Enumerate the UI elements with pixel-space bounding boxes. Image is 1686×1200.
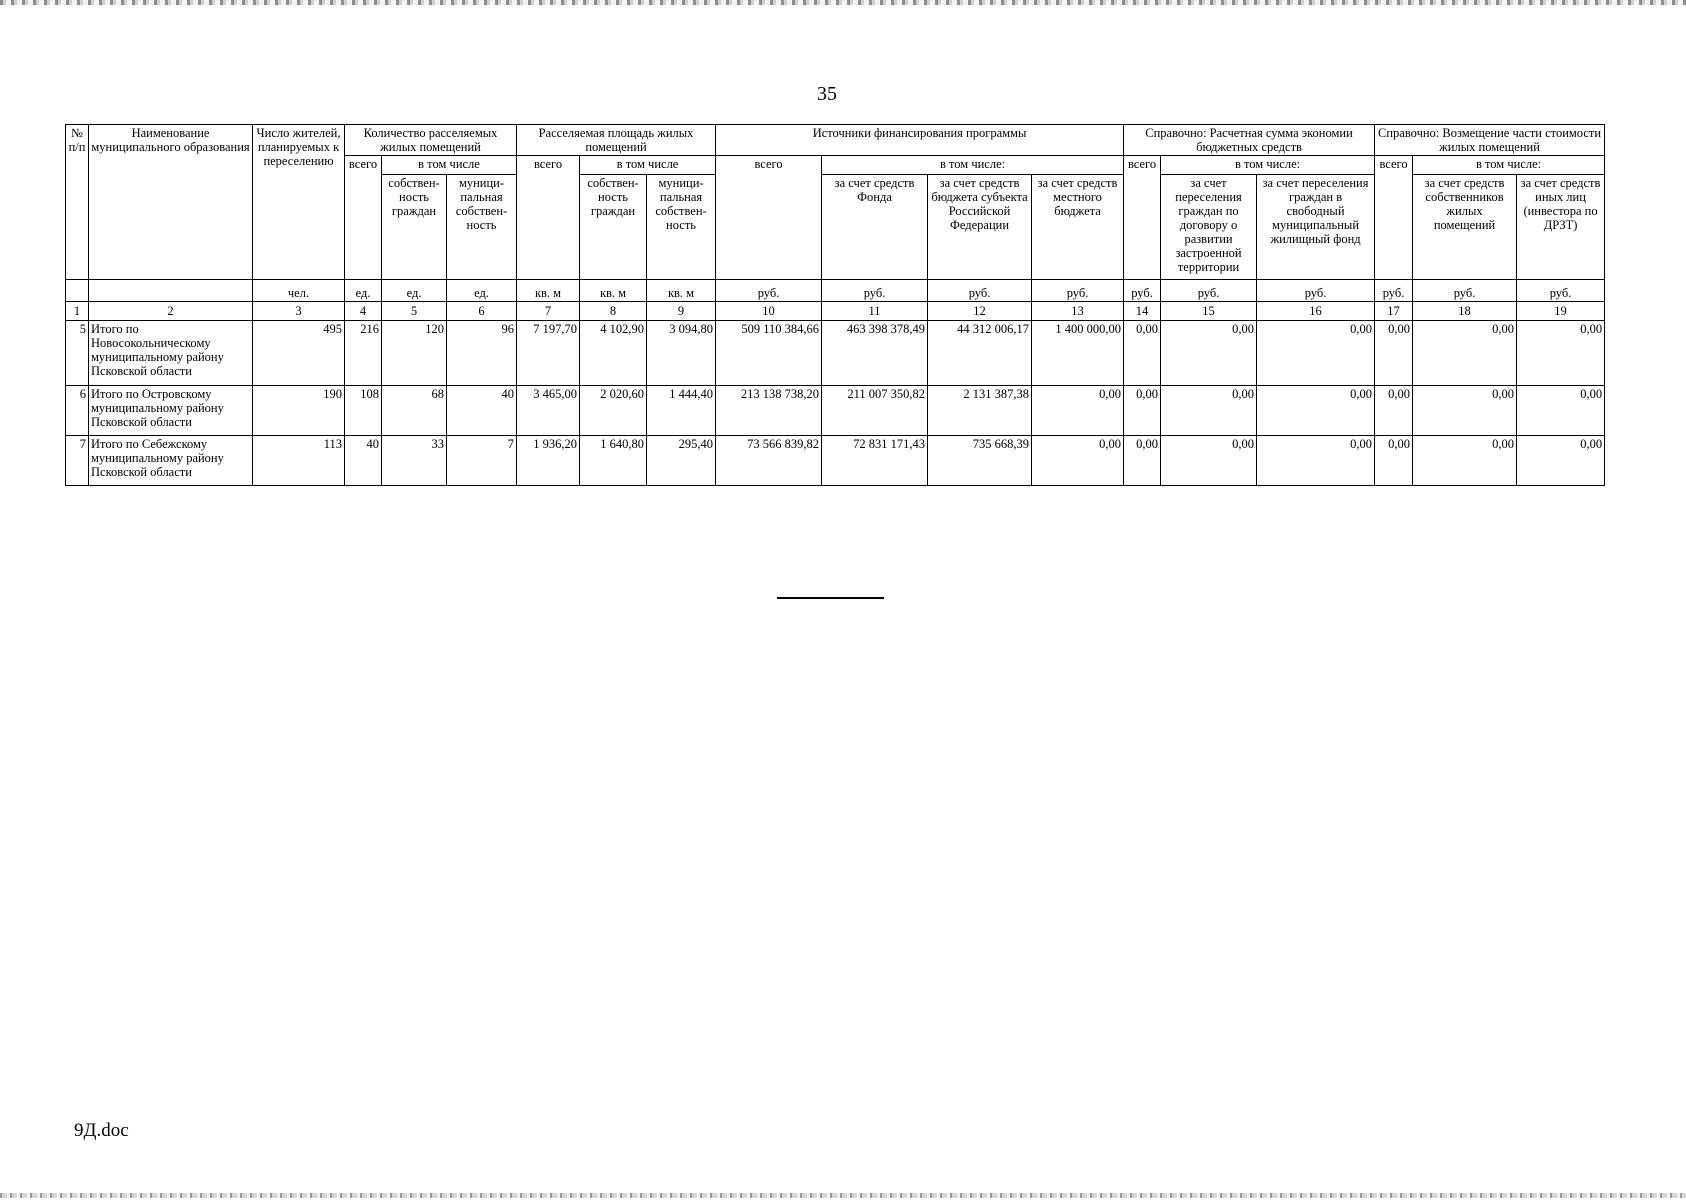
unit-cell: руб. <box>1032 280 1124 302</box>
column-number-cell: 16 <box>1257 302 1375 321</box>
table-cell: 7 <box>66 436 89 486</box>
table-cell: 0,00 <box>1375 386 1413 436</box>
header-owners-funds: за счет средств собственников жилых помещений <box>1413 175 1517 280</box>
table-cell: 0,00 <box>1517 321 1605 386</box>
unit-cell: руб. <box>1161 280 1257 302</box>
table-cell: 0,00 <box>1413 436 1517 486</box>
table-cell: 0,00 <box>1161 386 1257 436</box>
table-cell: 735 668,39 <box>928 436 1032 486</box>
unit-cell <box>66 280 89 302</box>
table-cell: 1 400 000,00 <box>1032 321 1124 386</box>
unit-cell: руб. <box>928 280 1032 302</box>
column-number-cell: 17 <box>1375 302 1413 321</box>
resettlement-table <box>65 124 1605 486</box>
table-cell: 2 131 387,38 <box>928 386 1032 436</box>
unit-cell: руб. <box>1517 280 1605 302</box>
column-number-cell: 5 <box>382 302 447 321</box>
unit-cell: кв. м <box>580 280 647 302</box>
column-number-cell: 1 <box>66 302 89 321</box>
table-cell: 7 <box>447 436 517 486</box>
column-number-cell: 13 <box>1032 302 1124 321</box>
header-area-municipal: муници-пальная собствен-ность <box>647 175 716 280</box>
header-subject-budget: за счет средств бюджета субъекта Российской Федерации <box>928 175 1032 280</box>
table-cell: 33 <box>382 436 447 486</box>
scan-edge-top <box>0 0 1686 5</box>
unit-cell: ед. <box>447 280 517 302</box>
table-row <box>66 386 1605 436</box>
scan-edge-bottom <box>0 1193 1686 1198</box>
table-cell: 44 312 006,17 <box>928 321 1032 386</box>
table-cell: 0,00 <box>1161 436 1257 486</box>
table-cell: Итого по Новосокольническому муниципальному району Псковской области <box>89 321 253 386</box>
unit-cell: руб. <box>716 280 822 302</box>
column-number-cell: 4 <box>345 302 382 321</box>
table-cell: 213 138 738,20 <box>716 386 822 436</box>
table-cell: 96 <box>447 321 517 386</box>
table-cell: 495 <box>253 321 345 386</box>
header-area-including: в том числе <box>580 156 716 175</box>
table-cell: 0,00 <box>1032 386 1124 436</box>
table-cell: 113 <box>253 436 345 486</box>
header-area-total: всего <box>517 156 580 280</box>
header-financing-total: всего <box>716 156 822 280</box>
column-number-cell: 14 <box>1124 302 1161 321</box>
header-savings-including: в том числе: <box>1161 156 1375 175</box>
table-cell: 0,00 <box>1124 386 1161 436</box>
table-cell: 0,00 <box>1517 436 1605 486</box>
header-financing: Источники финансирования программы <box>716 125 1124 156</box>
header-residents: Число жителей, планируемых к переселению <box>253 125 345 280</box>
table-row <box>66 436 1605 486</box>
table-cell: 216 <box>345 321 382 386</box>
column-number-cell: 3 <box>253 302 345 321</box>
header-dwellings-citizens: собствен-ность граждан <box>382 175 447 280</box>
header-other-persons: за счет средств иных лиц (инвестора по ДРЗТ) <box>1517 175 1605 280</box>
header-local-budget: за счет средств местного бюджета <box>1032 175 1124 280</box>
table-cell: 73 566 839,82 <box>716 436 822 486</box>
table-cell: 7 197,70 <box>517 321 580 386</box>
table-cell: 0,00 <box>1375 321 1413 386</box>
table-cell: 40 <box>447 386 517 436</box>
table-cell: 0,00 <box>1257 386 1375 436</box>
unit-cell: ед. <box>345 280 382 302</box>
unit-cell: руб. <box>1413 280 1517 302</box>
header-resettle-contract: за счет переселения граждан по договору о развитии застроенной территории <box>1161 175 1257 280</box>
column-number-cell: 6 <box>447 302 517 321</box>
table-cell: 0,00 <box>1413 386 1517 436</box>
column-number-cell: 10 <box>716 302 822 321</box>
column-number-cell: 15 <box>1161 302 1257 321</box>
column-number-cell: 9 <box>647 302 716 321</box>
table-cell: 0,00 <box>1517 386 1605 436</box>
table-cell: Итого по Себежскому муниципальному району Псковской области <box>89 436 253 486</box>
header-dwellings-total: всего <box>345 156 382 280</box>
table-cell: 68 <box>382 386 447 436</box>
header-reference-compensation: Справочно: Возмещение части стоимости жилых помещений <box>1375 125 1605 156</box>
header-area-citizens: собствен-ность граждан <box>580 175 647 280</box>
column-numbers-row <box>66 302 1605 321</box>
column-number-cell: 18 <box>1413 302 1517 321</box>
footer-divider <box>777 597 884 599</box>
table-cell: 1 640,80 <box>580 436 647 486</box>
footer-filename: 9Д.doc <box>74 1120 129 1141</box>
table-cell: 0,00 <box>1161 321 1257 386</box>
header-name: Наименование муниципального образования <box>89 125 253 280</box>
table-cell: 1 444,40 <box>647 386 716 436</box>
column-number-cell: 7 <box>517 302 580 321</box>
column-number-cell: 2 <box>89 302 253 321</box>
header-dwellings-municipal: муници-пальная собствен-ность <box>447 175 517 280</box>
table-cell: 0,00 <box>1124 321 1161 386</box>
header-dwellings-count: Количество расселяемых жилых помещений <box>345 125 517 156</box>
table-cell: 463 398 378,49 <box>822 321 928 386</box>
header-reference-savings: Справочно: Расчетная сумма экономии бюджетных средств <box>1124 125 1375 156</box>
table-cell: 0,00 <box>1257 321 1375 386</box>
unit-cell: руб. <box>1375 280 1413 302</box>
table-cell: 4 102,90 <box>580 321 647 386</box>
unit-cell: ед. <box>382 280 447 302</box>
table-cell: 0,00 <box>1413 321 1517 386</box>
unit-cell: руб. <box>1257 280 1375 302</box>
table-cell: 5 <box>66 321 89 386</box>
column-number-cell: 11 <box>822 302 928 321</box>
table-cell: 3 465,00 <box>517 386 580 436</box>
unit-cell: кв. м <box>517 280 580 302</box>
table-row <box>66 321 1605 386</box>
table-cell: 0,00 <box>1375 436 1413 486</box>
table-cell: 3 094,80 <box>647 321 716 386</box>
table-cell: 120 <box>382 321 447 386</box>
unit-cell: кв. м <box>647 280 716 302</box>
table-cell: 72 831 171,43 <box>822 436 928 486</box>
table-cell: 1 936,20 <box>517 436 580 486</box>
header-dwellings-including: в том числе <box>382 156 517 175</box>
header-area: Расселяемая площадь жилых помещений <box>517 125 716 156</box>
table-cell: 295,40 <box>647 436 716 486</box>
header-compensation-total: всего <box>1375 156 1413 280</box>
table-cell: 40 <box>345 436 382 486</box>
table-cell: 6 <box>66 386 89 436</box>
unit-cell <box>89 280 253 302</box>
table-cell: Итого по Островскому муниципальному району Псковской области <box>89 386 253 436</box>
column-number-cell: 12 <box>928 302 1032 321</box>
header-compensation-including: в том числе: <box>1413 156 1605 175</box>
header-savings-total: всего <box>1124 156 1161 280</box>
unit-cell: чел. <box>253 280 345 302</box>
table-cell: 0,00 <box>1257 436 1375 486</box>
page-number: 35 <box>817 83 837 105</box>
header-fund: за счет средств Фонда <box>822 175 928 280</box>
table-cell: 211 007 350,82 <box>822 386 928 436</box>
table-cell: 190 <box>253 386 345 436</box>
table-cell: 2 020,60 <box>580 386 647 436</box>
header-financing-including: в том числе: <box>822 156 1124 175</box>
table-cell: 509 110 384,66 <box>716 321 822 386</box>
header-resettle-free-fund: за счет переселения граждан в свободный муниципальный жилищный фонд <box>1257 175 1375 280</box>
table-cell: 108 <box>345 386 382 436</box>
column-number-cell: 19 <box>1517 302 1605 321</box>
header-num: № п/п <box>66 125 89 280</box>
units-row <box>66 280 1605 302</box>
table-cell: 0,00 <box>1124 436 1161 486</box>
column-number-cell: 8 <box>580 302 647 321</box>
unit-cell: руб. <box>822 280 928 302</box>
unit-cell: руб. <box>1124 280 1161 302</box>
table-cell: 0,00 <box>1032 436 1124 486</box>
